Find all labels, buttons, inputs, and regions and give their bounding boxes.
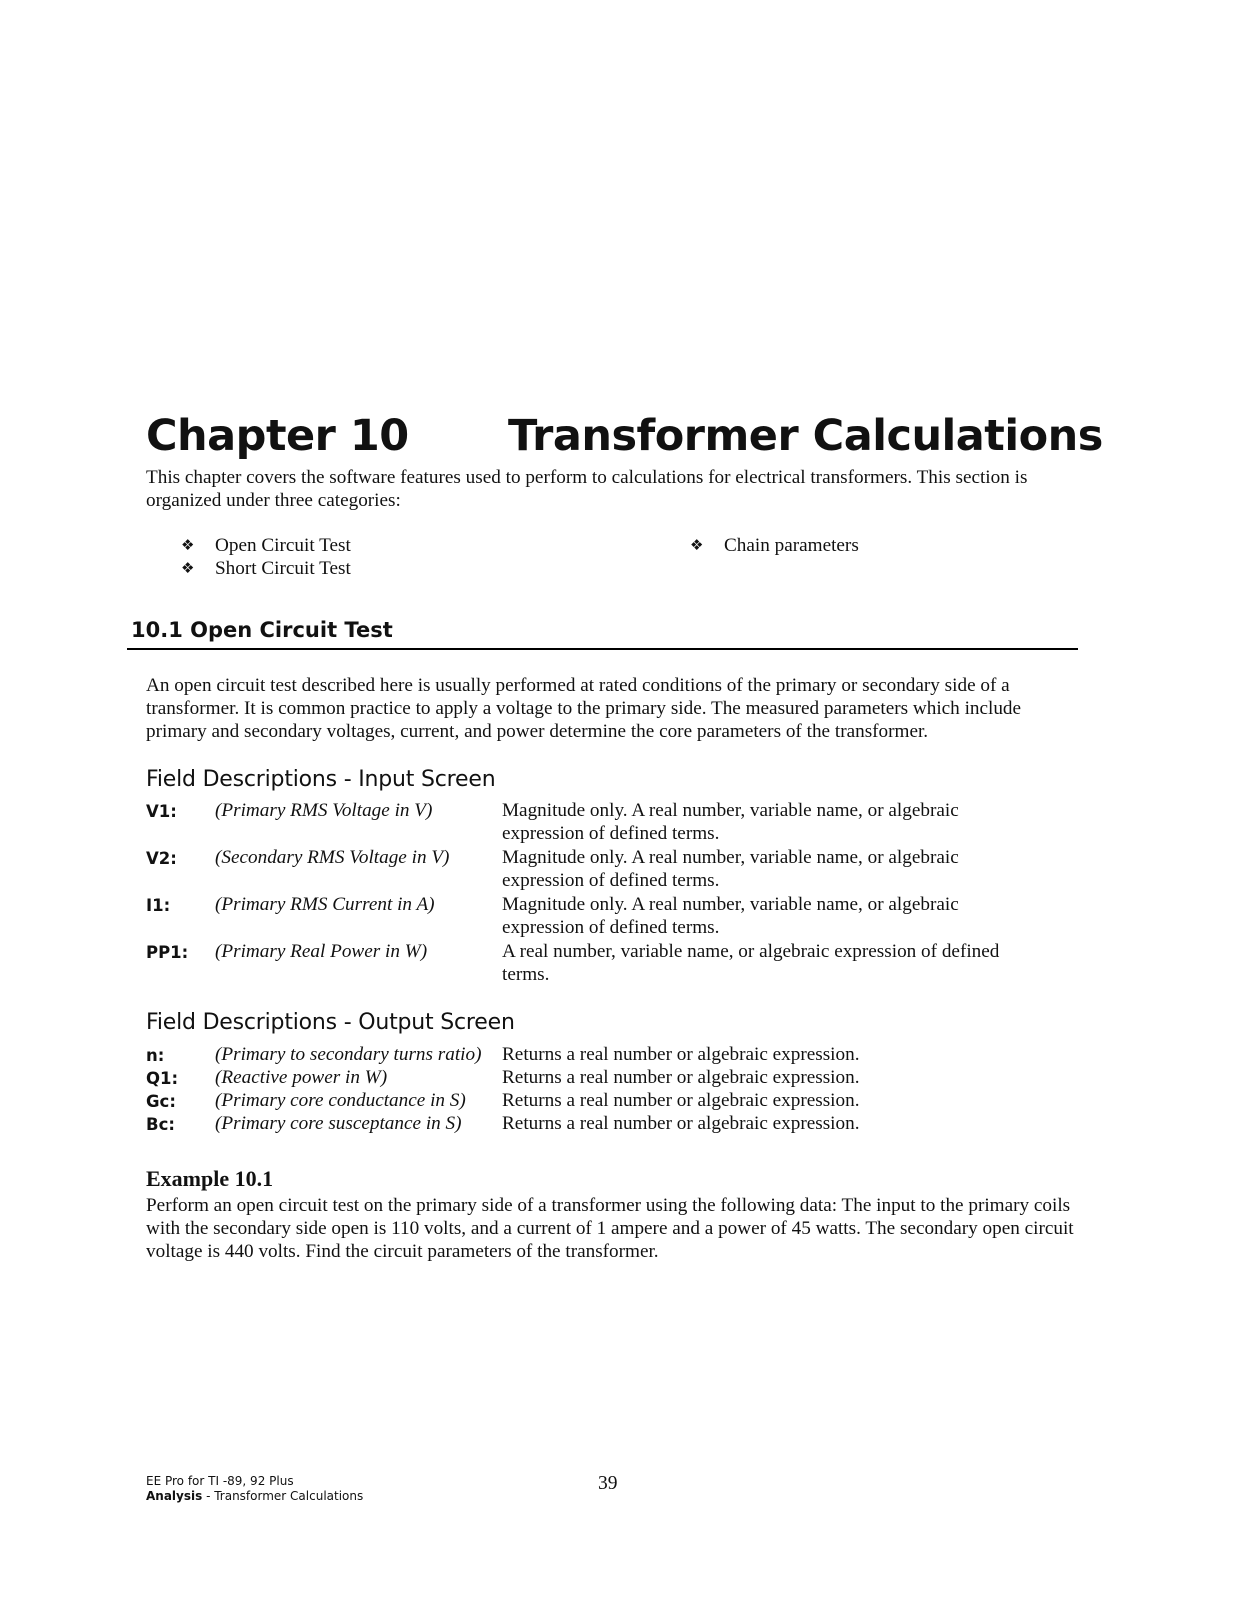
category-label: Short Circuit Test [215, 558, 351, 579]
footer-section-bold: Analysis [146, 1489, 203, 1503]
section-divider [127, 648, 1078, 650]
category-item [181, 534, 351, 557]
chapter-heading [146, 408, 1106, 464]
chapter-title: Transformer Calculations [508, 411, 1103, 461]
field-description: Returns a real number or algebraic expression. [502, 1090, 860, 1111]
field-description: Magnitude only. A real number, variable name, or algebraic expression of defined terms. [502, 894, 959, 938]
footer-product: EE Pro for TI -89, 92 Plus [146, 1474, 294, 1488]
field-code: V1: [146, 802, 177, 821]
diamond-bullet-icon: ❖ [690, 536, 704, 554]
input-field-table [146, 799, 1086, 987]
field-description: Returns a real number or algebraic expression. [502, 1067, 860, 1088]
section-heading: 10.1 Open Circuit Test [131, 618, 393, 642]
page-number: 39 [598, 1473, 618, 1494]
field-row [146, 893, 1086, 939]
footer-section [146, 1489, 363, 1504]
example-heading: Example 10.1 [146, 1166, 274, 1191]
field-row [146, 799, 1086, 845]
field-label: (Primary to secondary turns ratio) [215, 1044, 482, 1065]
field-description: Magnitude only. A real number, variable name, or algebraic expression of defined terms. [502, 847, 959, 891]
category-list-left [181, 534, 351, 580]
field-row [146, 1089, 1086, 1112]
chapter-number: Chapter 10 [146, 411, 409, 461]
field-row [146, 1066, 1086, 1089]
field-row [146, 1112, 1086, 1135]
input-screen-heading: Field Descriptions - Input Screen [146, 767, 496, 792]
footer-section-rest: - Transformer Calculations [202, 1489, 364, 1503]
field-label: (Primary Real Power in W) [215, 941, 428, 962]
category-item [181, 557, 351, 580]
field-label: (Primary core conductance in S) [215, 1090, 466, 1111]
field-row [146, 940, 1086, 986]
field-description: A real number, variable name, or algebraic expression of defined terms. [502, 941, 1000, 985]
output-field-table [146, 1043, 1086, 1135]
category-list-right [690, 534, 859, 557]
category-label: Open Circuit Test [215, 535, 351, 556]
section-paragraph: An open circuit test described here is usually performed at rated conditions of the primary or secondary side of a transformer. It is common practice to apply a voltage to the primary side. The measured parameters which include primary and secondary voltages, current, and power determine the core parameters of the transformer. [146, 675, 1022, 742]
field-code: Gc: [146, 1092, 176, 1111]
field-code: Bc: [146, 1115, 175, 1134]
field-code: V2: [146, 849, 177, 868]
field-description: Returns a real number or algebraic expression. [502, 1044, 860, 1065]
field-row [146, 1043, 1086, 1066]
field-label: (Reactive power in W) [215, 1067, 388, 1088]
field-label: (Primary RMS Voltage in V) [215, 800, 433, 821]
category-item [690, 534, 859, 557]
page-footer [146, 1474, 363, 1504]
field-label: (Primary core susceptance in S) [215, 1113, 462, 1134]
field-code: n: [146, 1046, 165, 1065]
field-code: PP1: [146, 943, 189, 962]
field-label: (Secondary RMS Voltage in V) [215, 847, 450, 868]
field-code: Q1: [146, 1069, 179, 1088]
example-text: Perform an open circuit test on the primary side of a transformer using the following data: The input to the primary coils with the secondary side open is 110 volts, and a current of 1 ampere and a power of 45 watts. The secondary open circuit voltage is 440 volts. Find the circuit parameters of the transformer. [146, 1195, 1074, 1262]
diamond-bullet-icon: ❖ [181, 536, 195, 554]
output-screen-heading: Field Descriptions - Output Screen [146, 1010, 515, 1035]
field-row [146, 846, 1086, 892]
diamond-bullet-icon: ❖ [181, 559, 195, 577]
field-label: (Primary RMS Current in A) [215, 894, 435, 915]
chapter-intro: This chapter covers the software features used to perform to calculations for electrical transformers. This section is organized under three categories: [146, 467, 1028, 511]
category-label: Chain parameters [724, 535, 859, 556]
field-description: Returns a real number or algebraic expression. [502, 1113, 860, 1134]
field-code: I1: [146, 896, 171, 915]
field-description: Magnitude only. A real number, variable name, or algebraic expression of defined terms. [502, 800, 959, 844]
